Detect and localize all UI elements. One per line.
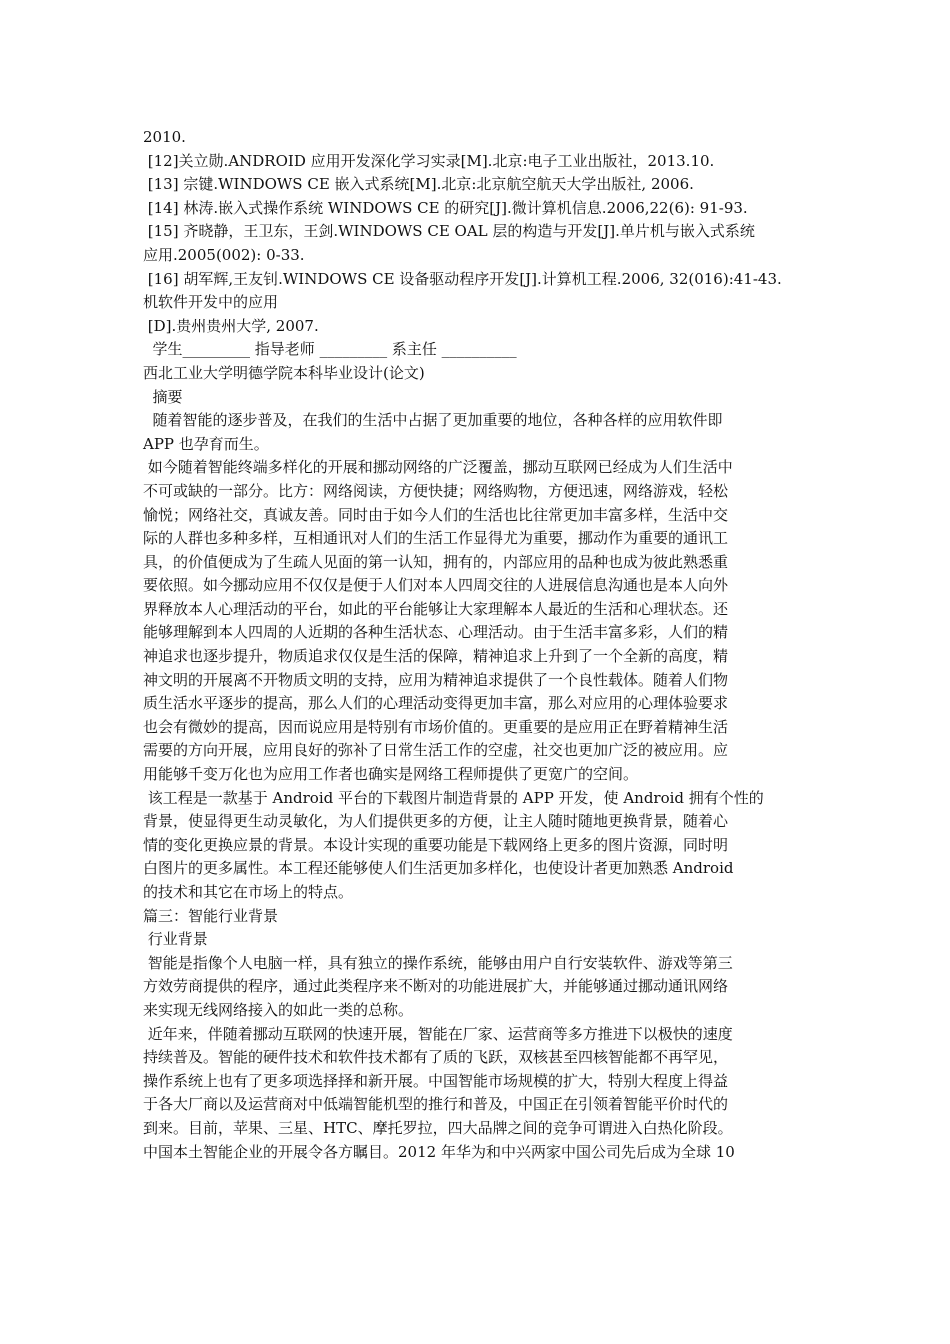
text-line: 质生活水平逐步的提高，那么人们的心理活动变得更加丰富，那么对应用的心理体验要求	[143, 694, 729, 713]
text-line: 能够理解到本人四周的人近期的各种生活状态、心理活动。由于生活丰富多彩，人们的精	[143, 623, 729, 642]
text-line: 神追求也逐步提升，物质追求仅仅是生活的保障，精神追求上升到了一个全新的高度，精	[143, 647, 729, 666]
text-line: 应用.2005(002): 0-33.	[143, 245, 305, 264]
school-title: 西北工业大学明德学院本科毕业设计(论文)	[143, 363, 425, 382]
text-line: 愉悦；网络社交，真诚友善。同时由于如今人们的生活也比往常更加丰富多样，生活中交	[143, 505, 729, 524]
text-line: 中国本土智能企业的开展令各方瞩目。2012 年华为和中兴两家中国公司先后成为全球 10	[143, 1142, 735, 1161]
reference-entry: [13] 宗键.WINDOWS CE 嵌入式系统[M].北京:北京航空航天大学出版社, 2006.	[143, 175, 694, 194]
text-line: 不可或缺的一部分。比方：网络阅读，方便快捷；网络购物，方便迅速，网络游戏，轻松	[143, 481, 729, 500]
section-heading-abstract: 摘要	[143, 387, 183, 406]
text-line: 持续普及。智能的硬件技术和软件技术都有了质的飞跃，双核甚至四核智能都不再罕见，	[143, 1048, 729, 1067]
text-line: 到来。目前，苹果、三星、HTC、摩托罗拉，四大品牌之间的竞争可谓进入白热化阶段。	[143, 1118, 733, 1137]
text-line: 界释放本人心理活动的平台，如此的平台能够让大家理解本人最近的生活和心理状态。还	[143, 599, 729, 618]
signature-line: 学生_________ 指导老师 _________ 系主任 __________	[143, 340, 517, 359]
text-line: 机软件开发中的应用	[143, 293, 279, 312]
text-line: 情的变化更换应景的背景。本设计实现的重要功能是下载网络上更多的图片资源，同时明	[143, 835, 729, 854]
text-line: 近年来，伴随着挪动互联网的快速开展，智能在厂家、运营商等多方推进下以极快的速度	[143, 1024, 733, 1043]
reference-entry: [15] 齐晓静，王卫东，王剑.WINDOWS CE OAL 层的构造与开发[J].单片机与嵌入式系统	[143, 222, 755, 241]
text-line: 需要的方向开展，应用良好的弥补了日常生活工作的空虚，社交也更加广泛的被应用。应	[143, 741, 729, 760]
text-line: 如今随着智能终端多样化的开展和挪动网络的广泛覆盖，挪动互联网已经成为人们生活中	[143, 458, 733, 477]
document-page	[143, 126, 808, 1164]
text-line: APP 也孕育而生。	[143, 434, 269, 453]
section-heading-industry: 行业背景	[143, 930, 208, 949]
text-line: 神文明的开展离不开物质文明的支持，应用为精神追求提供了一个良性载体。随着人们物	[143, 670, 729, 689]
text-line: 来实现无线网络接入的如此一类的总称。	[143, 1000, 414, 1019]
reference-entry: [14] 林涛.嵌入式操作系统 WINDOWS CE 的研究[J].微计算机信息.2006,22(6): 91-93.	[143, 198, 748, 217]
text-line: 操作系统上也有了更多项选择择和新开展。中国智能市场规模的扩大，特别大程度上得益	[143, 1071, 729, 1090]
section-heading-part3: 篇三：智能行业背景	[143, 906, 279, 925]
text-line: 际的人群也多种多样，互相通讯对人们的生活工作显得尤为重要，挪动作为重要的通讯工	[143, 529, 729, 548]
reference-entry: [12]关立勋.ANDROID 应用开发深化学习实录[M].北京:电子工业出版社，2013.10.	[143, 151, 715, 170]
text-line: 2010.	[143, 128, 186, 146]
text-line: 该工程是一款基于 Android 平台的下载图片制造背景的 APP 开发，使 Android 拥有个性的	[143, 788, 764, 807]
text-line: 随着智能的逐步普及，在我们的生活中占据了更加重要的地位，各种各样的应用软件即	[143, 411, 723, 430]
text-line: 方效劳商提供的程序，通过此类程序来不断对的功能进展扩大，并能够通过挪动通讯网络	[143, 977, 729, 996]
text-line: 用能够千变万化也为应用工作者也确实是网络工程师提供了更宽广的空间。	[143, 765, 639, 784]
text-line: 要依照。如今挪动应用不仅仅是便于人们对本人四周交往的人进展信息沟通也是本人向外	[143, 576, 729, 595]
text-line: 背景，使显得更生动灵敏化，为人们提供更多的方便，让主人随时随地更换背景，随着心	[143, 812, 729, 831]
text-line: 智能是指像个人电脑一样，具有独立的操作系统，能够由用户自行安装软件、游戏等第三	[143, 953, 733, 972]
text-line: 也会有微妙的提高，因而说应用是特别有市场价值的。更重要的是应用正在野着精神生活	[143, 717, 729, 736]
text-line: 的技术和其它在市场上的特点。	[143, 883, 354, 901]
text-line: 具，的价值便成为了生疏人见面的第一认知，拥有的，内部应用的品种也成为彼此熟悉重	[143, 552, 729, 571]
text-line: [D].贵州贵州大学, 2007.	[143, 316, 319, 335]
reference-entry: [16] 胡军辉,王友钊.WINDOWS CE 设备驱动程序开发[J].计算机工程.2006, 32(016):41-43.	[143, 269, 782, 288]
text-line: 于各大厂商以及运营商对中低端智能机型的推行和普及，中国正在引领着智能平价时代的	[143, 1095, 729, 1114]
text-line: 白图片的更多属性。本工程还能够使人们生活更加多样化，也使设计者更加熟悉 Android	[143, 859, 734, 878]
